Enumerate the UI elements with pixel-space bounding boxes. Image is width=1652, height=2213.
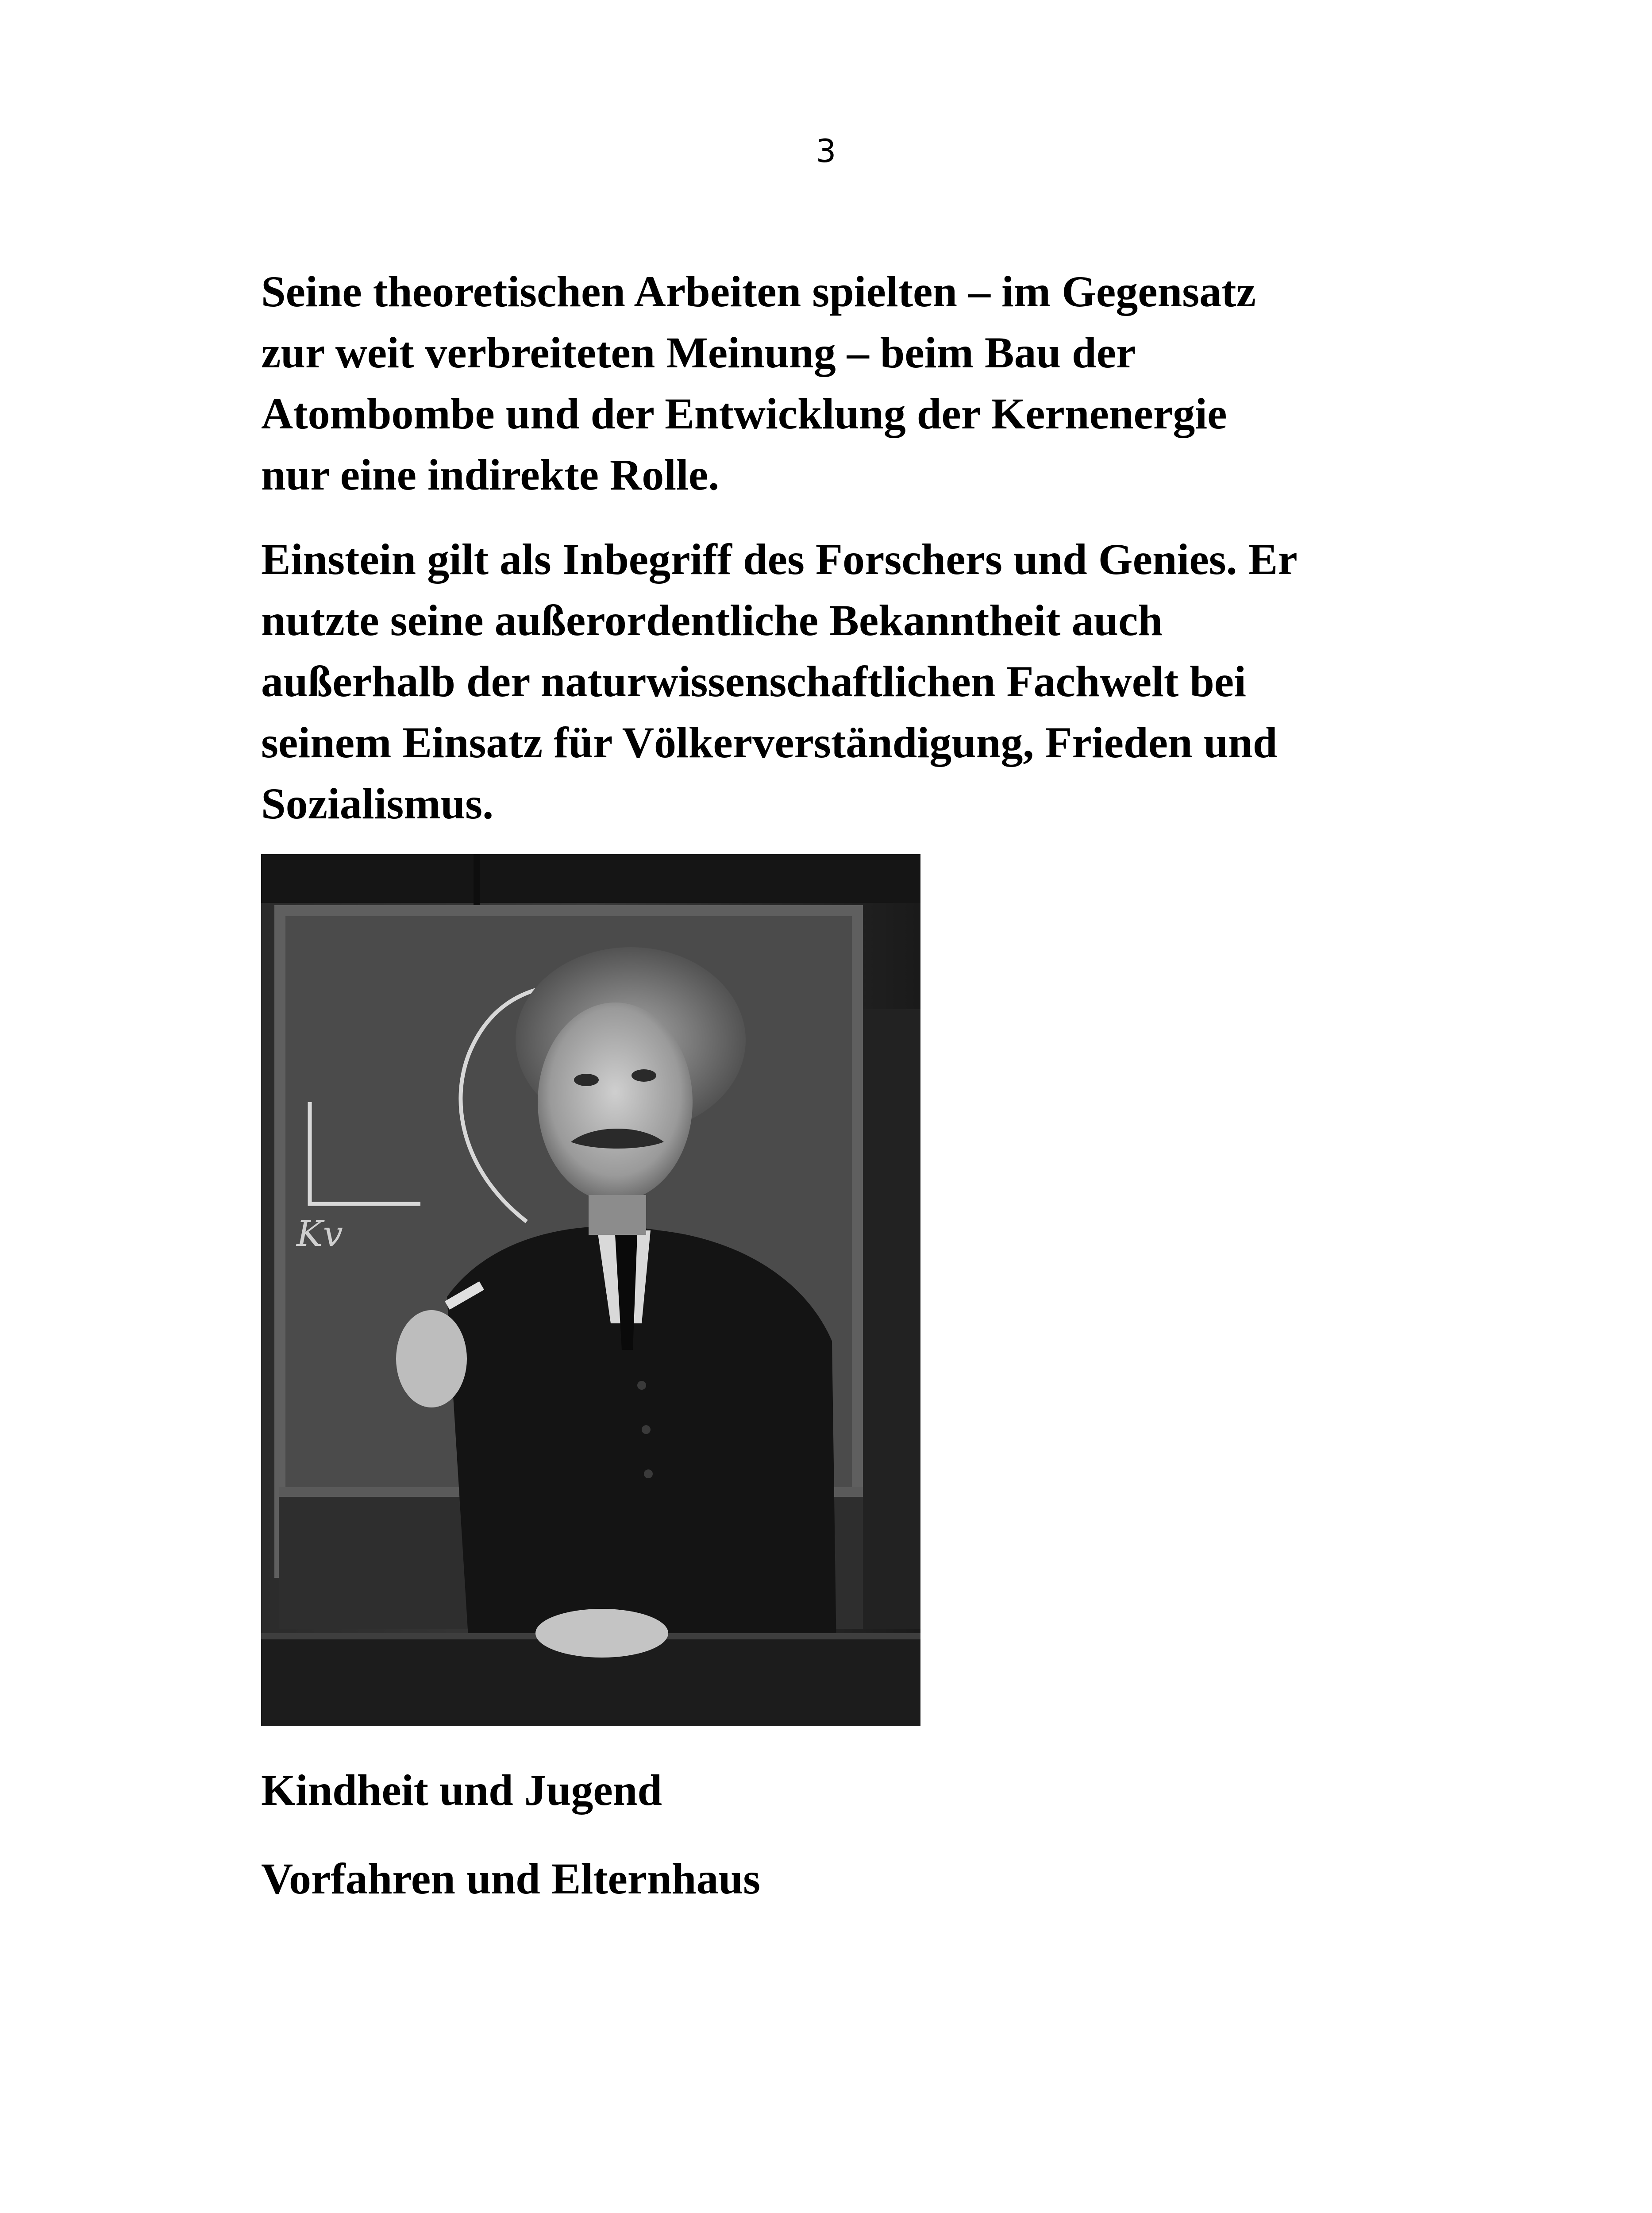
chalk-text: Kv bbox=[297, 1213, 343, 1254]
subsection-heading: Vorfahren und Elternhaus bbox=[261, 1854, 761, 1903]
page-number: 3 bbox=[816, 132, 836, 170]
paragraph-line: Atombombe und der Entwicklung der Kernenergie bbox=[261, 389, 1227, 438]
paragraph-line: Seine theoretischen Arbeiten spielten – im Gegensatz bbox=[261, 267, 1256, 316]
paragraph-line: Einstein gilt als Inbegriff des Forschers und Genies. Er bbox=[261, 535, 1298, 584]
paragraph-2 bbox=[261, 529, 1456, 834]
paragraph-line: seinem Einsatz für Völkerverständigung, Frieden und bbox=[261, 718, 1278, 767]
paragraph-line: nur eine indirekte Rolle. bbox=[261, 450, 720, 499]
paragraph-line: außerhalb der naturwissenschaftlichen Fachwelt bei bbox=[261, 657, 1246, 706]
portrait-photo bbox=[261, 854, 920, 1726]
section-heading: Kindheit und Jugend bbox=[261, 1766, 662, 1815]
paragraph-line: Sozialismus. bbox=[261, 779, 494, 828]
paragraph-1 bbox=[261, 261, 1456, 505]
paragraph-line: zur weit verbreiteten Meinung – beim Bau der bbox=[261, 328, 1136, 377]
paragraph-line: nutzte seine außerordentliche Bekanntheit auch bbox=[261, 596, 1163, 645]
